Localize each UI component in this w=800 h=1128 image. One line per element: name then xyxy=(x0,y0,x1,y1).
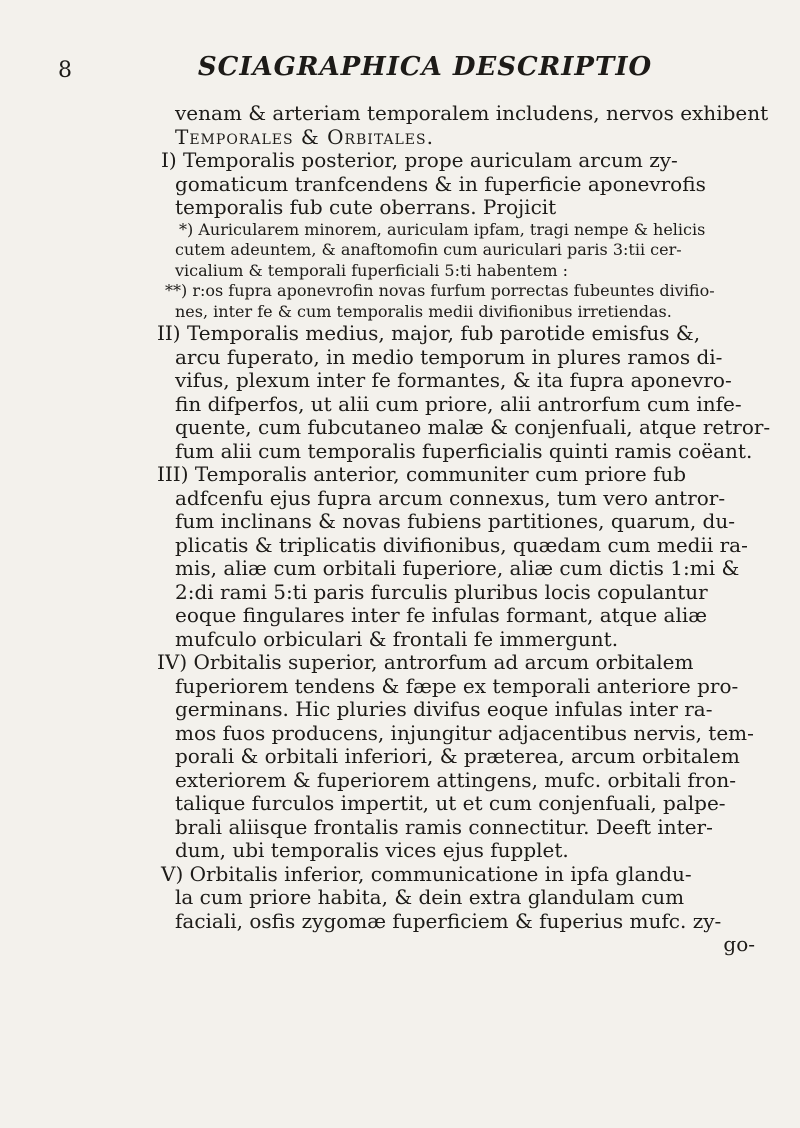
text-line: fin difperfos, ut alii cum priore, alii antrorfum cum infe- xyxy=(175,391,742,416)
text-line: venam & arteriam temporalem includens, nervos exhibent xyxy=(175,101,769,125)
text-line: exteriorem & fuperiorem attingens, mufc. orbitali fron- xyxy=(175,767,736,792)
text-line: mos fuos producens, injungitur adjacentibus nervis, tem- xyxy=(175,720,754,745)
body-text xyxy=(157,101,800,957)
footnote-line: *) Auricularem minorem, auriculam ipfam, tragi nempe & helicis xyxy=(179,219,706,239)
text-line: quente, cum fubcutaneo malæ & conjenfuali, atque retror- xyxy=(175,415,771,439)
footnote-line: vicalium & temporali fuperficiali 5:ti habentem : xyxy=(175,260,569,280)
text-line: III) Temporalis anterior, communiter cum priore fub xyxy=(157,462,687,486)
text-line: Temporales & Orbitales. xyxy=(175,124,434,149)
text-line: eoque fingulares inter fe infulas formant, atque aliæ xyxy=(175,603,708,627)
text-line: arcu fuperato, in medio temporum in plures ramos di- xyxy=(175,344,723,369)
text-line: fum alii cum temporalis fuperficialis quinti ramis coëant. xyxy=(175,438,753,463)
text-line: gomaticum tranfcendens & in fuperficie aponevrofis xyxy=(175,171,706,196)
footnote-line: nes, inter fe & cum temporalis medii divifionibus irretiendas. xyxy=(175,301,672,321)
text-line: fum inclinans & novas fubiens partitiones, quarum, du- xyxy=(175,509,735,533)
text-line: mufculo orbiculari & frontali fe immergunt. xyxy=(175,626,619,651)
running-head: SCIAGRAPHICA DESCRIPTIO xyxy=(197,52,653,82)
text-line: germinans. Hic pluries divifus eoque infulas inter ra- xyxy=(175,697,713,721)
footnote-line: **) r:os fupra aponevrofin novas furfum porrectas fubeuntes divifio- xyxy=(165,281,715,300)
text-line: 2:di rami 5:ti paris furculis pluribus locis copulantur xyxy=(175,579,708,604)
text-line: fuperiorem tendens & fæpe ex temporali anteriore pro- xyxy=(175,673,739,698)
text-line: porali & orbitali inferiori, & præterea, arcum orbitalem xyxy=(175,744,740,768)
text-line: talique furculos impertit, ut et cum conjenfuali, palpe- xyxy=(175,791,726,815)
page-number: 8 xyxy=(58,58,72,83)
text-line: adfcenfu ejus fupra arcum connexus, tum vero antror- xyxy=(175,485,726,510)
text-line: vifus, plexum inter fe formantes, & ita fupra aponevro- xyxy=(175,368,732,392)
text-line: plicatis & triplicatis divifionibus, quædam cum medii ra- xyxy=(175,532,748,557)
text-line: faciali, osfis zygomæ fuperficiem & fuperius mufc. zy- xyxy=(175,908,722,933)
text-line: brali aliisque frontalis ramis connectitur. Deeft inter- xyxy=(175,814,713,839)
catchword: go- xyxy=(723,932,755,956)
text-line: la cum priore habita, & dein extra glandulam cum xyxy=(175,885,685,909)
text-line: V) Orbitalis inferior, communicatione in ipfa glandu- xyxy=(161,861,692,886)
text-line: IV) Orbitalis superior, antrorfum ad arcum orbitalem xyxy=(157,650,694,674)
footnote-line: cutem adeuntem, & anaftomofin cum auriculari paris 3:tii cer- xyxy=(175,240,682,259)
text-line: temporalis fub cute oberrans. Projicit xyxy=(175,195,557,219)
text-line: I) Temporalis posterior, prope auriculam arcum zy- xyxy=(161,148,678,172)
text-line: II) Temporalis medius, major, fub parotide emisfus &, xyxy=(157,321,701,345)
text-line: dum, ubi temporalis vices ejus fupplet. xyxy=(175,838,569,862)
text-line: mis, aliæ cum orbitali fuperiore, aliæ cum dictis 1:mi & xyxy=(175,556,740,580)
